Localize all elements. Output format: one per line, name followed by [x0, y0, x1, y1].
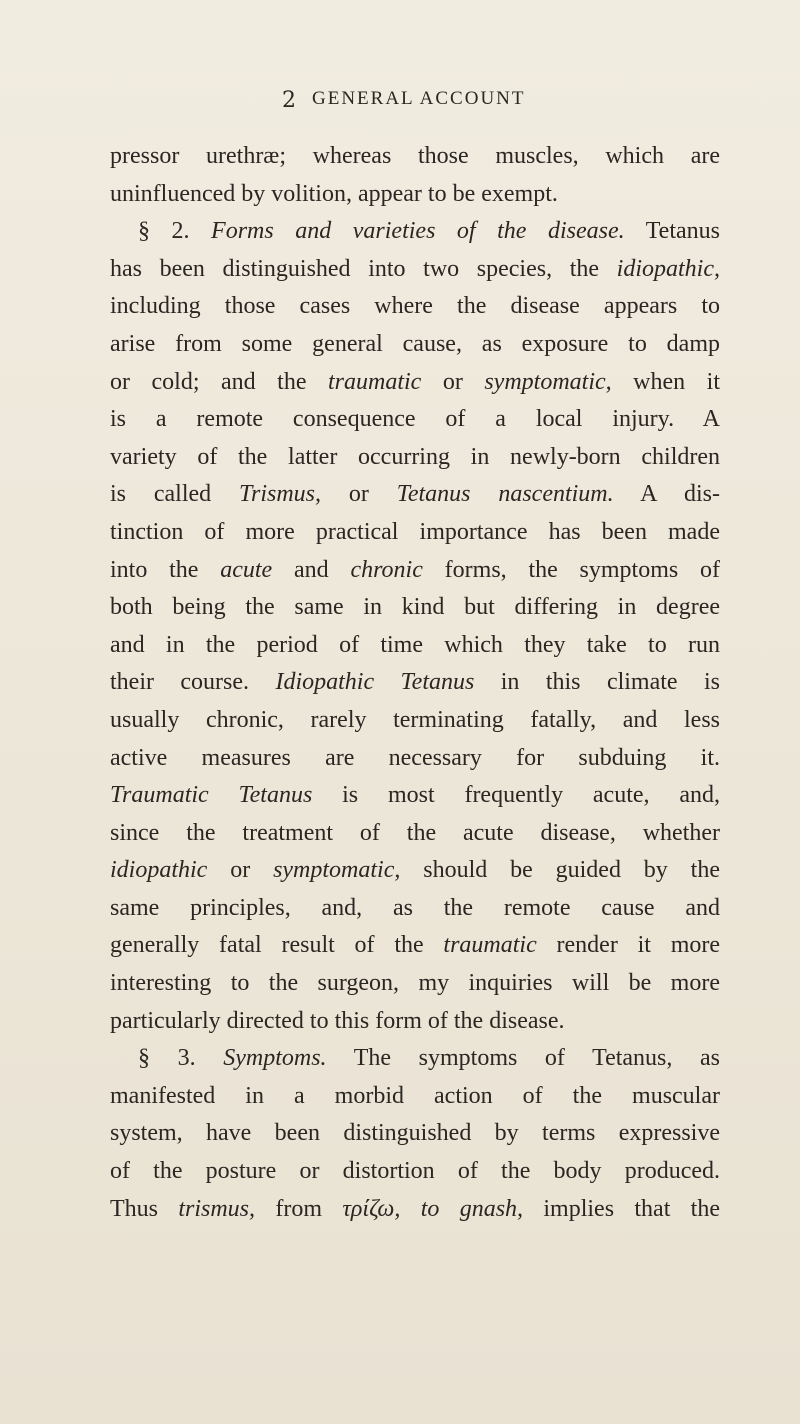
section-title: Forms and varieties of the disease.	[211, 218, 625, 245]
page-number: 2	[282, 88, 297, 113]
text-line: or cold; and the traumatic or symptomatic, when it	[110, 368, 720, 395]
text-line: system, have been distinguished by terms expressive	[110, 1120, 720, 1147]
body-text	[110, 138, 720, 1228]
text-line: is a remote consequence of a local injury. A	[110, 406, 720, 433]
text-line: particularly directed to this form of the disease.	[110, 1007, 565, 1034]
text-line: manifested in a morbid action of the muscular	[110, 1082, 720, 1109]
text-line: generally fatal result of the traumatic render it more	[110, 932, 721, 959]
section-3-heading-line: § 3. Symptoms. The symptoms of Tetanus, as	[138, 1045, 720, 1072]
text-line: their course. Idiopathic Tetanus in this climate is	[110, 669, 721, 696]
text-line: arise from some general cause, as exposure to damp	[110, 330, 720, 357]
text-line: since the treatment of the acute disease, whether	[110, 819, 720, 846]
section-title: Symptoms.	[223, 1045, 327, 1072]
text-line: of the posture or distortion of the body produced.	[110, 1158, 720, 1185]
text-line: both being the same in kind but differing in degree	[110, 594, 720, 621]
text-line: active measures are necessary for subduing it.	[110, 744, 720, 771]
running-head: GENERAL ACCOUNT	[312, 88, 526, 109]
text-line: idiopathic or symptomatic, should be guided by the	[110, 857, 720, 884]
text-line: including those cases where the disease appears to	[110, 293, 720, 320]
text-line: tinction of more practical importance has been made	[110, 518, 720, 545]
text-line: Thus trismus, from τρίζω, to gnash, implies that the	[110, 1195, 721, 1222]
section-2-heading-line: § 2. Forms and varieties of the disease. Tetanus	[138, 218, 720, 245]
text-line: is called Trismus, or Tetanus nascentium. A dis-	[110, 481, 720, 508]
text-line: into the acute and chronic forms, the symptoms of	[110, 556, 721, 583]
text-line: and in the period of time which they take to run	[110, 631, 720, 658]
text-line: same principles, and, as the remote cause and	[110, 894, 720, 921]
text-line: interesting to the surgeon, my inquiries will be more	[110, 970, 720, 997]
text-line: uninfluenced by volition, appear to be exempt.	[110, 180, 558, 207]
text-line: has been distinguished into two species, the idiopathic,	[110, 255, 720, 282]
text-line: usually chronic, rarely terminating fatally, and less	[110, 706, 720, 733]
text-line: Traumatic Tetanus is most frequently acute, and,	[110, 782, 720, 809]
text-line: pressor urethræ; whereas those muscles, which are	[110, 143, 720, 169]
text-line: variety of the latter occurring in newly-born children	[110, 443, 720, 470]
